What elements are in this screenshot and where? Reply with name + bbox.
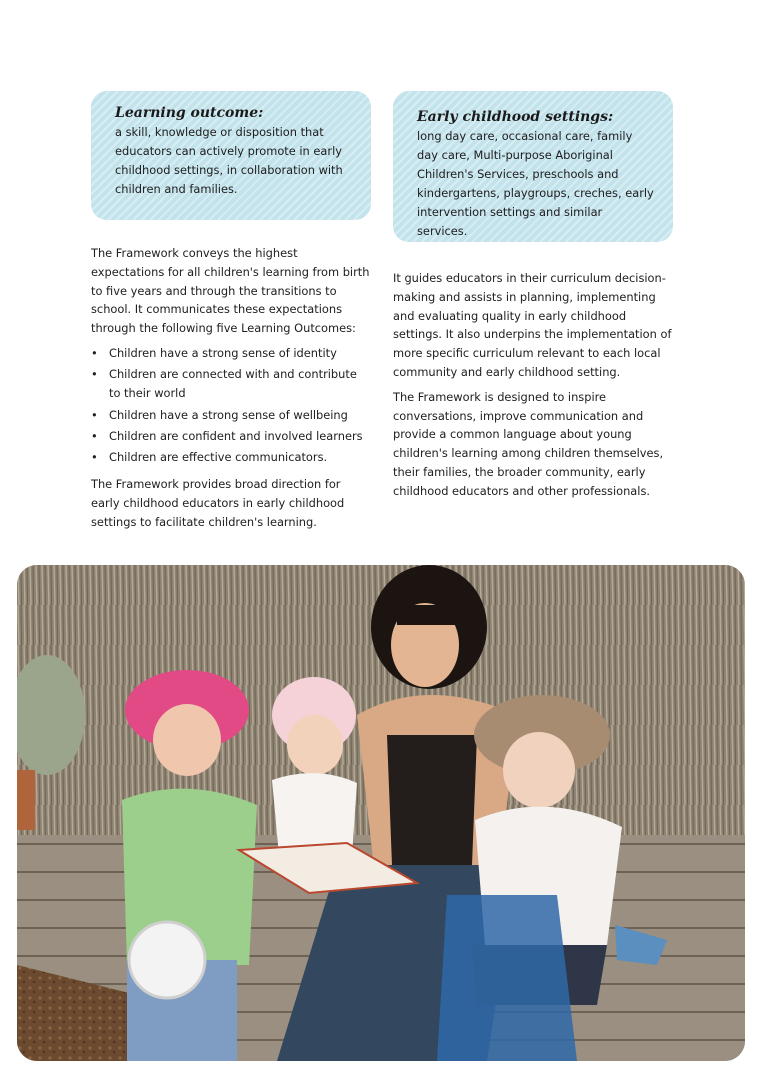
list-item: • Children are effective communicators.	[91, 448, 371, 467]
curriculum-paragraph: It guides educators in their curriculum decision-making and assists in planning, implementing and evaluating quality in early childhood settings. It also underpins the implementation of more specific curriculum relevant to each local community and early childhood setting.	[393, 271, 672, 379]
right-column	[393, 269, 675, 507]
learning-outcome-title: Learning outcome:	[115, 105, 264, 121]
learning-outcomes-list	[91, 344, 371, 467]
list-item: • Children are confident and involved learners	[91, 427, 371, 446]
list-item: • Children have a strong sense of identity	[91, 344, 371, 363]
educator-reading-to-children-photo	[17, 565, 745, 1061]
white-plate	[129, 922, 205, 998]
early-childhood-settings-title: Early childhood settings:	[417, 109, 614, 125]
bullet-icon: •	[91, 407, 98, 422]
list-item: • Children are connected with and contribute to their world	[91, 367, 357, 401]
bullet-icon: •	[91, 345, 98, 360]
bullet-icon: •	[91, 450, 98, 465]
bullet-icon: •	[91, 367, 98, 382]
early-childhood-settings-definition: long day care, occasional care, family day care, Multi-purpose Aboriginal Children's Services, preschools and kindergartens, playgroups, creches, early intervention settings and similar services.	[417, 129, 654, 238]
conversations-paragraph: The Framework is designed to inspire conversations, improve communication and provide a common language about young children's learning among children themselves, their families, the broader community, early childhood educators and other professionals.	[393, 389, 664, 498]
framework-closing-paragraph: The Framework provides broad direction for early childhood educators in early childhood settings to facilitate children's learning.	[91, 477, 345, 529]
list-item: • Children have a strong sense of wellbeing	[91, 406, 371, 425]
early-childhood-settings-callout	[393, 91, 673, 242]
framework-intro-paragraph: The Framework conveys the highest expectations for all children's learning from birth to five years and through the transitions to school. It communicates these expectations through the following five Learning Outcomes:	[91, 246, 370, 336]
bullet-icon: •	[91, 428, 98, 443]
learning-outcome-callout	[91, 91, 371, 220]
learning-outcome-definition: a skill, knowledge or disposition that educators can actively promote in early childhood settings, in collaboration with children and families.	[115, 125, 343, 196]
child-pink-hat-figure	[122, 670, 257, 1061]
left-column	[91, 244, 371, 538]
